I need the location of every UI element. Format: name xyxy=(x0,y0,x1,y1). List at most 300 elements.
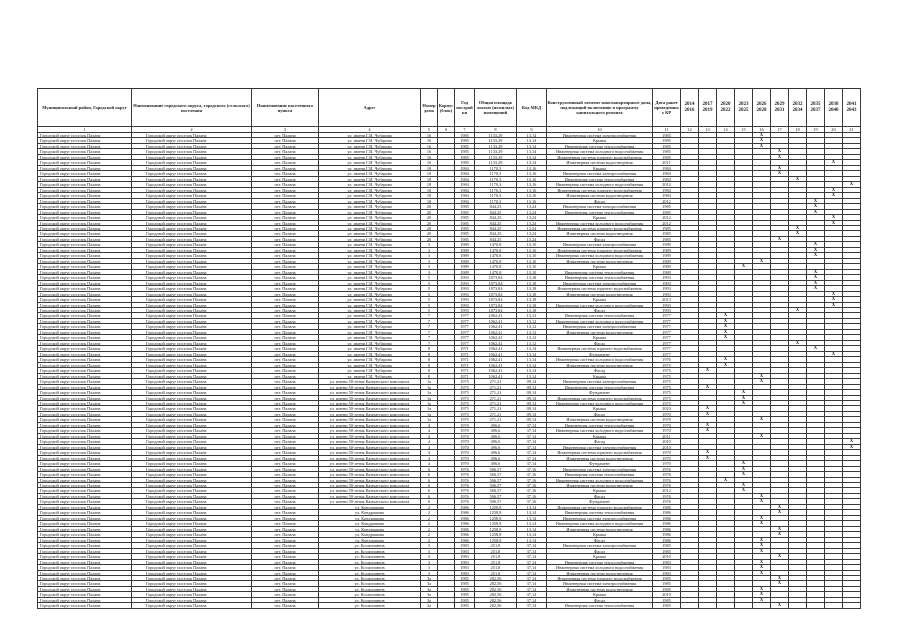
cell-settlement: Городской округ поселок Палана xyxy=(132,160,252,165)
cell-address: ул. имени Г.И. Чубарова xyxy=(319,193,421,198)
cell-structural-element: Инженерная система теплоснабжения xyxy=(547,510,653,515)
cell-prior-repair-date: 1977 xyxy=(653,330,681,335)
cell-house-number: 4 xyxy=(421,423,438,428)
cell-settlement: Городской округ поселок Палана xyxy=(132,237,252,242)
cell-year-built: 1986 xyxy=(455,521,475,526)
cell-address: ул. имени Г.И. Чубарова xyxy=(319,292,421,297)
cell-prior-repair-date: 1985 xyxy=(653,138,681,143)
cell-structural-element: Инженерная система холодного водоснабжения xyxy=(547,428,653,433)
cell-settlement: Городской округ поселок Палана xyxy=(132,193,252,198)
cell-year-built: 1986 xyxy=(455,532,475,537)
cell-building-code: 09,14 xyxy=(517,401,547,406)
cell-building-code: 37,14 xyxy=(517,581,547,586)
cell-building-code: 37,14 xyxy=(517,565,547,570)
cell-period-4: X xyxy=(735,483,753,488)
cell-year-built: 1977 xyxy=(455,313,475,318)
cell-structural-element: Инженерная система водоотведения xyxy=(547,292,653,297)
cell-building-code: 37,16 xyxy=(517,467,547,472)
cell-building-code: 13,18 xyxy=(517,292,547,297)
cell-locality: пгт. Палана xyxy=(252,423,319,428)
cell-total-area: 1062,41 xyxy=(475,341,517,346)
cell-house-number: 18 xyxy=(421,193,438,198)
cell-prior-repair-date: 1993 xyxy=(653,286,681,291)
cell-locality: пгт. Палана xyxy=(252,319,319,324)
cell-address: ул. Космонавтов xyxy=(319,587,421,592)
cell-building-code: 13,14 xyxy=(517,374,547,379)
column-number-period-3: 14 xyxy=(717,127,735,133)
cell-house-number: 5 xyxy=(421,292,438,297)
header-district: Муниципальный район, Городской округ xyxy=(38,89,132,127)
cell-house-number: 4 xyxy=(421,450,438,455)
cell-total-area: 282,56 xyxy=(475,603,517,608)
cell-district: Городской округ поселок Палана xyxy=(38,368,132,373)
cell-district: Городской округ поселок Палана xyxy=(38,478,132,483)
cell-locality: пгт. Палана xyxy=(252,242,319,247)
cell-period-5: X xyxy=(753,571,771,576)
cell-house-number: 4 xyxy=(421,445,438,450)
cell-address: ул. имени Г.И. Чубарова xyxy=(319,144,421,149)
cell-district: Городской округ поселок Палана xyxy=(38,215,132,220)
cell-structural-element: Инженерная система холодного водоснабжения xyxy=(547,182,653,187)
cell-total-area: 1062,41 xyxy=(475,335,517,340)
cell-building-code: 09,14 xyxy=(517,406,547,411)
table-header-row xyxy=(38,89,861,127)
cell-year-built: 1977 xyxy=(455,341,475,346)
column-number-address: 4 xyxy=(319,127,421,133)
cell-total-area: 1062,41 xyxy=(475,363,517,368)
cell-building-code: 37,16 xyxy=(517,478,547,483)
cell-year-built: 1985 xyxy=(455,592,475,597)
cell-house-number: 3а xyxy=(421,592,438,597)
cell-address: ул. Космонавтов xyxy=(319,560,421,565)
cell-period-8: X xyxy=(807,281,825,286)
cell-address: ул. имени Г.И. Чубарова xyxy=(319,308,421,313)
cell-district: Городской округ поселок Палана xyxy=(38,565,132,570)
cell-prior-repair-date: 1976 xyxy=(653,483,681,488)
cell-total-area: 844,25 xyxy=(475,210,517,215)
cell-district: Городской округ поселок Палана xyxy=(38,138,132,143)
cell-period-2: X xyxy=(699,450,717,455)
cell-structural-element: Инженерная система теплоснабжения xyxy=(547,423,653,428)
cell-structural-element: Фасад xyxy=(547,538,653,543)
cell-structural-element: Крыша xyxy=(547,554,653,559)
cell-total-area: 1062,41 xyxy=(475,352,517,357)
cell-period-3: X xyxy=(717,313,735,318)
cell-period-6: X xyxy=(771,581,789,586)
cell-settlement: Городской округ поселок Палана xyxy=(132,445,252,450)
column-number-period-7: 18 xyxy=(789,127,807,133)
cell-settlement: Городской округ поселок Палана xyxy=(132,264,252,269)
cell-prior-repair-date: 1984 xyxy=(653,188,681,193)
cell-house-number: 3а xyxy=(421,587,438,592)
cell-building-code: 37,14 xyxy=(517,428,547,433)
cell-district: Городской округ поселок Палана xyxy=(38,439,132,444)
cell-settlement: Городской округ поселок Палана xyxy=(132,335,252,340)
cell-period-9: X xyxy=(825,160,843,165)
cell-settlement: Городской округ поселок Палана xyxy=(132,603,252,608)
cell-structural-element: Фундамент xyxy=(547,461,653,466)
cell-house-number: 4 xyxy=(421,461,438,466)
cell-settlement: Городской округ поселок Палана xyxy=(132,488,252,493)
cell-structural-element: Инженерная система теплоснабжения xyxy=(547,603,653,608)
cell-district: Городской округ поселок Палана xyxy=(38,357,132,362)
cell-period-5 xyxy=(753,603,771,608)
cell-total-area: 1170,3 xyxy=(475,171,517,176)
cell-address: ул. имени 50-летия Камчатского комсомола xyxy=(319,379,421,384)
cell-building-code: 13,10 xyxy=(517,253,547,258)
cell-year-built: 1975 xyxy=(455,396,475,401)
column-number-block: 6 xyxy=(438,127,455,133)
cell-period-6: X xyxy=(771,527,789,532)
cell-year-built: 1984 xyxy=(455,177,475,182)
cell-prior-repair-date: 2013 xyxy=(653,297,681,302)
cell-structural-element: Инженерная система холодного водоснабжения xyxy=(547,303,653,308)
cell-locality: пгт. Палана xyxy=(252,472,319,477)
cell-total-area: 1873,84 xyxy=(475,275,517,280)
cell-total-area: 1470,8 xyxy=(475,259,517,264)
cell-structural-element: Инженерная система горячего водоснабжения xyxy=(547,286,653,291)
cell-settlement: Городской округ поселок Палана xyxy=(132,390,252,395)
cell-year-built: 1985 xyxy=(455,215,475,220)
cell-total-area: 844,25 xyxy=(475,237,517,242)
cell-building-code: 13,24 xyxy=(517,204,547,209)
cell-building-code: 13,14 xyxy=(517,538,547,543)
cell-address: ул. имени Г.И. Чубарова xyxy=(319,319,421,324)
cell-district: Городской округ поселок Палана xyxy=(38,264,132,269)
cell-district: Городской округ поселок Палана xyxy=(38,516,132,521)
cell-settlement: Городской округ поселок Палана xyxy=(132,221,252,226)
cell-address: ул. имени Г.И. Чубарова xyxy=(319,335,421,340)
cell-structural-element: Инженерная система холодного водоснабжения xyxy=(547,521,653,526)
cell-prior-repair-date: 2010 xyxy=(653,439,681,444)
cell-house-number: 3 xyxy=(421,549,438,554)
cell-structural-element: Инженерная система электроснабжения xyxy=(547,242,653,247)
cell-structural-element: Фундамент xyxy=(547,390,653,395)
cell-district: Городской округ поселок Палана xyxy=(38,571,132,576)
cell-period-5: X xyxy=(753,560,771,565)
cell-total-area: 1258,8 xyxy=(475,516,517,521)
column-number-period-5: 16 xyxy=(753,127,771,133)
cell-house-number: 18 xyxy=(421,177,438,182)
cell-address: ул. имени Г.И. Чубарова xyxy=(319,182,421,187)
cell-district: Городской округ поселок Палана xyxy=(38,166,132,171)
cell-locality: пгт. Палана xyxy=(252,592,319,597)
cell-structural-element: Инженерная система теплоснабжения xyxy=(547,313,653,318)
cell-period-3: X xyxy=(717,478,735,483)
cell-building-code: 13,12 xyxy=(517,324,547,329)
column-number-period-1: 12 xyxy=(681,127,699,133)
cell-total-area: 1258,8 xyxy=(475,505,517,510)
cell-period-3 xyxy=(717,603,735,608)
cell-total-area: 496,6 xyxy=(475,428,517,433)
cell-period-3: X xyxy=(717,357,735,362)
cell-total-area: 251,8 xyxy=(475,571,517,576)
cell-locality: пгт. Палана xyxy=(252,494,319,499)
cell-structural-element: Инженерная система водоотведения xyxy=(547,587,653,592)
cell-house-number: 1а xyxy=(421,417,438,422)
cell-address: ул. имени Г.И. Чубарова xyxy=(319,253,421,258)
cell-settlement: Городской округ поселок Палана xyxy=(132,434,252,439)
cell-locality: пгт. Палана xyxy=(252,538,319,543)
cell-building-code: 09,14 xyxy=(517,385,547,390)
cell-district: Городской округ поселок Палана xyxy=(38,221,132,226)
header-period-5: 2026 2028 xyxy=(753,89,771,127)
cell-building-code: 37,14 xyxy=(517,549,547,554)
cell-locality: пгт. Палана xyxy=(252,182,319,187)
cell-prior-repair-date: 1977 xyxy=(653,313,681,318)
cell-locality: пгт. Палана xyxy=(252,461,319,466)
cell-house-number: 2 xyxy=(421,505,438,510)
cell-structural-element: Инженерная система электроснабжения xyxy=(547,581,653,586)
column-number-total-area: 8 xyxy=(475,127,517,133)
cell-settlement: Городской округ поселок Палана xyxy=(132,374,252,379)
cell-locality: пгт. Палана xyxy=(252,581,319,586)
cell-year-built: 1975 xyxy=(455,412,475,417)
cell-prior-repair-date: 2012 xyxy=(653,199,681,204)
cell-district: Городской округ поселок Палана xyxy=(38,313,132,318)
cell-address: ул. Кондрашова xyxy=(319,532,421,537)
cell-house-number: 20 xyxy=(421,226,438,231)
cell-prior-repair-date: 1977 xyxy=(653,341,681,346)
cell-total-area: 1062,41 xyxy=(475,374,517,379)
cell-district: Городской округ поселок Палана xyxy=(38,363,132,368)
cell-structural-element: Инженерная система горячего водоснабжения xyxy=(547,346,653,351)
cell-period-2: X xyxy=(699,368,717,373)
cell-house-number: 20 xyxy=(421,221,438,226)
cell-total-area: 1170,3 xyxy=(475,177,517,182)
cell-year-built: 1984 xyxy=(455,199,475,204)
cell-address: ул. Космонавтов xyxy=(319,576,421,581)
column-number-structural-element: 10 xyxy=(547,127,653,133)
cell-building-code: 09,14 xyxy=(517,417,547,422)
cell-locality: пгт. Палана xyxy=(252,248,319,253)
cell-house-number: 5 xyxy=(421,297,438,302)
cell-address: ул. Космонавтов xyxy=(319,598,421,603)
cell-district: Городской округ поселок Палана xyxy=(38,467,132,472)
cell-house-number: 3а xyxy=(421,576,438,581)
header-year-built: Год постройки xyxy=(455,89,475,127)
cell-year-built: 1985 xyxy=(455,133,475,138)
cell-period-6: X xyxy=(771,237,789,242)
cell-building-code: 13,14 xyxy=(517,527,547,532)
cell-house-number: 1а xyxy=(421,401,438,406)
cell-address: ул. имени Г.И. Чубарова xyxy=(319,171,421,176)
cell-building-code: 13,18 xyxy=(517,286,547,291)
cell-district: Городской округ поселок Палана xyxy=(38,226,132,231)
cell-locality: пгт. Палана xyxy=(252,510,319,515)
cell-locality: пгт. Палана xyxy=(252,352,319,357)
cell-prior-repair-date: 1976 xyxy=(653,478,681,483)
cell-building-code: 13,18 xyxy=(517,297,547,302)
cell-year-built: 1989 xyxy=(455,264,475,269)
cell-locality: пгт. Палана xyxy=(252,210,319,215)
cell-total-area: 1258,8 xyxy=(475,510,517,515)
cell-building-code: 13,24 xyxy=(517,215,547,220)
cell-year-built: 1976 xyxy=(455,483,475,488)
cell-house-number: 6 xyxy=(421,494,438,499)
cell-total-area: 506,57 xyxy=(475,483,517,488)
cell-settlement: Городской округ поселок Палана xyxy=(132,215,252,220)
cell-year-built: 1986 xyxy=(455,505,475,510)
cell-district: Городской округ поселок Палана xyxy=(38,149,132,154)
cell-district: Городской округ поселок Палана xyxy=(38,494,132,499)
cell-house-number: 1а xyxy=(421,379,438,384)
header-house-number: Номер дома xyxy=(421,89,438,127)
cell-address: ул. имени Г.И. Чубарова xyxy=(319,242,421,247)
cell-district: Городской округ поселок Палана xyxy=(38,210,132,215)
cell-building-code: 13,24 xyxy=(517,237,547,242)
cell-settlement: Городской округ поселок Палана xyxy=(132,554,252,559)
cell-house-number: 6 xyxy=(421,472,438,477)
cell-year-built: 1985 xyxy=(455,160,475,165)
cell-period-7: X xyxy=(789,231,807,236)
cell-structural-element: Инженерная система водоотведения xyxy=(547,330,653,335)
cell-locality: пгт. Палана xyxy=(252,368,319,373)
cell-period-10: X xyxy=(843,182,861,187)
cell-prior-repair-date: 1985 xyxy=(653,226,681,231)
cell-locality: пгт. Палана xyxy=(252,166,319,171)
cell-year-built: 1983 xyxy=(455,549,475,554)
cell-address: ул. имени 50-летия Камчатского комсомола xyxy=(319,401,421,406)
cell-building-code: 37,16 xyxy=(517,472,547,477)
cell-building-code: 13,14 xyxy=(517,516,547,521)
header-period-4: 2023 2025 xyxy=(735,89,753,127)
cell-district: Городской округ поселок Палана xyxy=(38,560,132,565)
cell-building-code: 37,16 xyxy=(517,499,547,504)
cell-locality: пгт. Палана xyxy=(252,483,319,488)
cell-total-area: 496,6 xyxy=(475,461,517,466)
cell-house-number: 6 xyxy=(421,488,438,493)
cell-district: Городской округ поселок Палана xyxy=(38,330,132,335)
cell-house-number: 5 xyxy=(421,286,438,291)
cell-house-number: 20 xyxy=(421,215,438,220)
cell-building-code: 37,14 xyxy=(517,456,547,461)
cell-building-code: 13,12 xyxy=(517,335,547,340)
column-number-building-code: 9 xyxy=(517,127,547,133)
cell-address: ул. имени 50-летия Камчатского комсомола xyxy=(319,434,421,439)
cell-year-built: 1970 xyxy=(455,423,475,428)
cell-year-built: 1976 xyxy=(455,499,475,504)
cell-house-number: 2 xyxy=(421,532,438,537)
cell-district: Городской округ поселок Палана xyxy=(38,543,132,548)
cell-period-5: X xyxy=(753,138,771,143)
cell-prior-repair-date: 1977 xyxy=(653,346,681,351)
cell-settlement: Городской округ поселок Палана xyxy=(132,275,252,280)
cell-address: ул. имени 50-летия Камчатского комсомола xyxy=(319,456,421,461)
cell-year-built: 1971 xyxy=(455,346,475,351)
cell-year-built: 1993 xyxy=(455,292,475,297)
cell-structural-element: Фундамент xyxy=(547,499,653,504)
cell-period-8: X xyxy=(807,286,825,291)
cell-locality: пгт. Палана xyxy=(252,149,319,154)
cell-house-number: 1а xyxy=(421,396,438,401)
cell-locality: пгт. Палана xyxy=(252,488,319,493)
cell-district: Городской округ поселок Палана xyxy=(38,445,132,450)
cell-settlement: Городской округ поселок Палана xyxy=(132,182,252,187)
cell-year-built: 1975 xyxy=(455,406,475,411)
cell-year-built: 1985 xyxy=(455,138,475,143)
cell-house-number: 5 xyxy=(421,275,438,280)
cell-period-4: X xyxy=(735,401,753,406)
cell-prior-repair-date: 1970 xyxy=(653,461,681,466)
cell-settlement: Городской округ поселок Палана xyxy=(132,560,252,565)
cell-locality: пгт. Палана xyxy=(252,259,319,264)
cell-year-built: 1975 xyxy=(455,385,475,390)
cell-district: Городской округ поселок Палана xyxy=(38,390,132,395)
cell-locality: пгт. Палана xyxy=(252,554,319,559)
cell-period-7: X xyxy=(789,341,807,346)
cell-settlement: Городской округ поселок Палана xyxy=(132,292,252,297)
cell-district: Городской округ поселок Палана xyxy=(38,275,132,280)
cell-house-number: 7 xyxy=(421,335,438,340)
cell-total-area: 844,25 xyxy=(475,226,517,231)
cell-district: Городской округ поселок Палана xyxy=(38,461,132,466)
cell-prior-repair-date: 1976 xyxy=(653,472,681,477)
cell-house-number: 8 xyxy=(421,368,438,373)
cell-settlement: Городской округ поселок Палана xyxy=(132,341,252,346)
cell-year-built: 1985 xyxy=(455,576,475,581)
cell-total-area: 271,21 xyxy=(475,390,517,395)
cell-structural-element: Фундамент xyxy=(547,352,653,357)
cell-total-area: 1170,3 xyxy=(475,166,517,171)
cell-total-area: 844,25 xyxy=(475,204,517,209)
cell-year-built: 1985 xyxy=(455,603,475,608)
cell-house-number: 18 xyxy=(421,166,438,171)
cell-settlement: Городской округ поселок Палана xyxy=(132,330,252,335)
cell-prior-repair-date: 1975 xyxy=(653,385,681,390)
cell-settlement: Городской округ поселок Палана xyxy=(132,549,252,554)
cell-period-8: X xyxy=(807,248,825,253)
cell-address: ул. Кондрашова xyxy=(319,527,421,532)
cell-house-number: 3 xyxy=(421,248,438,253)
cell-building-code: 13,18 xyxy=(517,303,547,308)
cell-structural-element: Инженерная система горячего водоснабжения xyxy=(547,505,653,510)
column-number-locality: 3 xyxy=(252,127,319,133)
cell-year-built: 1985 xyxy=(455,204,475,209)
cell-total-area: 271,21 xyxy=(475,417,517,422)
cell-locality: пгт. Палана xyxy=(252,297,319,302)
cell-year-built: 1971 xyxy=(455,352,475,357)
cell-district: Городской округ поселок Палана xyxy=(38,401,132,406)
cell-building-code: 13,10 xyxy=(517,259,547,264)
cell-address: ул. имени 50-летия Камчатского комсомола xyxy=(319,406,421,411)
cell-settlement: Городской округ поселок Палана xyxy=(132,253,252,258)
cell-building-code: 13,14 xyxy=(517,138,547,143)
cell-settlement: Городской округ поселок Палана xyxy=(132,368,252,373)
header-settlement: Наименование городского округа, городского (сельского) поселения xyxy=(132,89,252,127)
cell-locality: пгт. Палана xyxy=(252,516,319,521)
cell-total-area: 1170,3 xyxy=(475,193,517,198)
cell-year-built: 1985 xyxy=(455,226,475,231)
cell-district: Городской округ поселок Палана xyxy=(38,308,132,313)
cell-period-5: X xyxy=(753,565,771,570)
cell-address: ул. имени Г.И. Чубарова xyxy=(319,363,421,368)
header-prior-repair-date: Дата ранее проведенных КР xyxy=(653,89,681,127)
cell-house-number: 3 xyxy=(421,242,438,247)
cell-building-code: 13,14 xyxy=(517,144,547,149)
cell-total-area: 1062,41 xyxy=(475,330,517,335)
cell-prior-repair-date: 2012 xyxy=(653,215,681,220)
cell-total-area: 1062,41 xyxy=(475,368,517,373)
column-number-prior-repair-date: 11 xyxy=(653,127,681,133)
cell-house-number: 20 xyxy=(421,237,438,242)
cell-structural-element: Крыша xyxy=(547,138,653,143)
cell-structural-element: Крыша xyxy=(547,374,653,379)
cell-building-code: 13,16 xyxy=(517,182,547,187)
cell-address: ул. Космонавтов xyxy=(319,603,421,608)
cell-settlement: Городской округ поселок Палана xyxy=(132,324,252,329)
cell-period-6: X xyxy=(771,155,789,160)
